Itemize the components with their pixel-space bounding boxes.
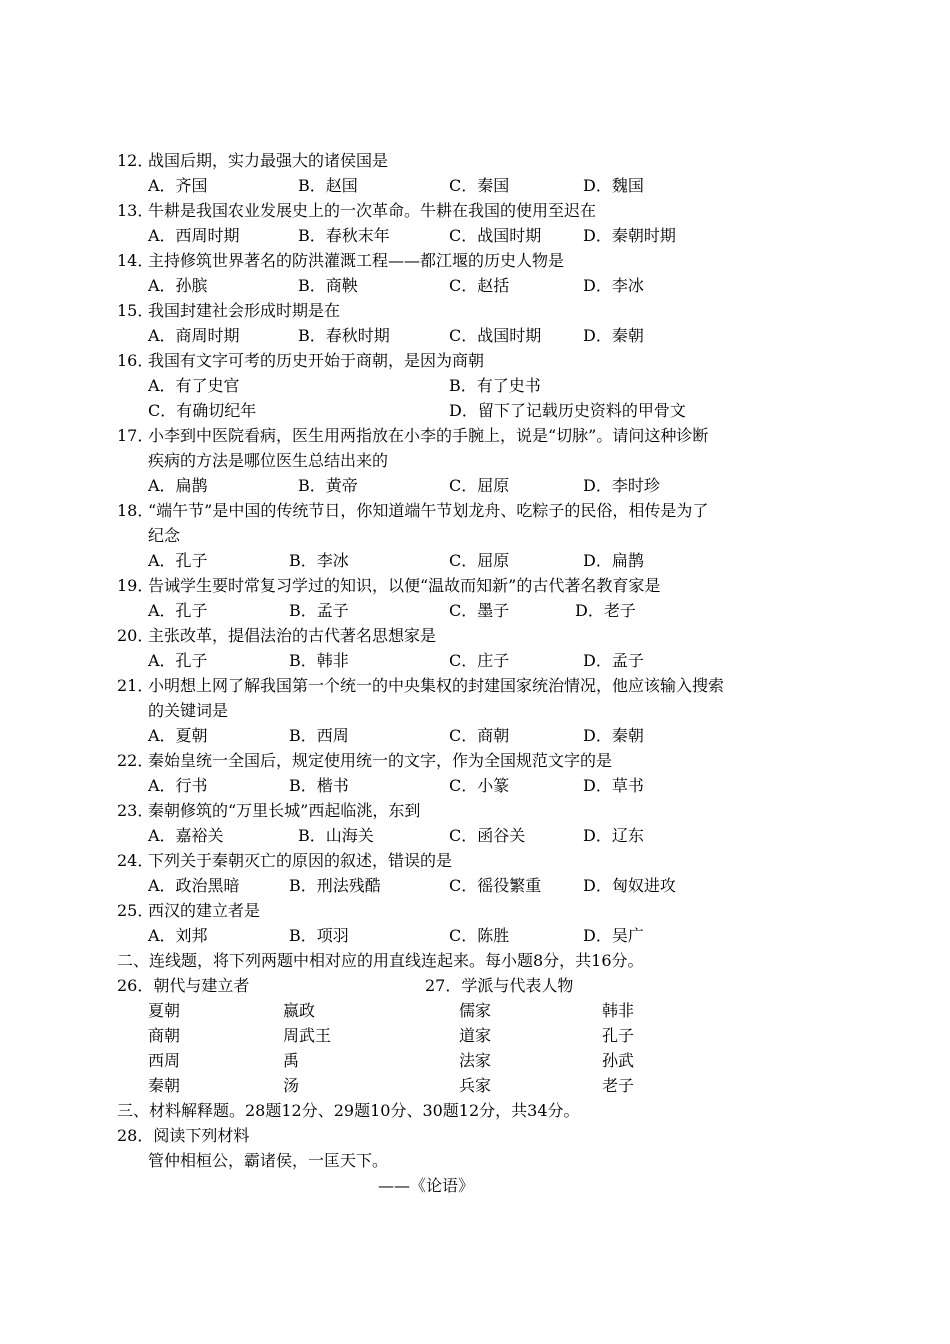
option-c[interactable]: C．徭役繁重: [449, 876, 542, 895]
question-stem-cont: 疾病的方法是哪位医生总结出来的: [148, 451, 389, 470]
question-number: 13．: [117, 201, 154, 220]
option-b[interactable]: B．山海关: [298, 826, 374, 845]
match-item[interactable]: 孔子: [602, 1026, 635, 1045]
match-item[interactable]: 法家: [459, 1051, 492, 1070]
option-a[interactable]: A．孔子: [148, 551, 208, 570]
option-b[interactable]: B．项羽: [289, 926, 349, 945]
option-a[interactable]: A．孙膑: [148, 276, 208, 295]
option-c[interactable]: C．函谷关: [449, 826, 526, 845]
option-b[interactable]: B．孟子: [289, 601, 349, 620]
match-item[interactable]: 秦朝: [148, 1076, 181, 1095]
question-number: 14．: [117, 251, 154, 270]
option-a[interactable]: A．政治黑暗: [148, 876, 240, 895]
option-c[interactable]: C．陈胜: [449, 926, 510, 945]
option-b[interactable]: B．楷书: [289, 776, 349, 795]
option-c[interactable]: C．小篆: [449, 776, 510, 795]
question-27-title: 27．学派与代表人物: [425, 976, 574, 995]
option-c[interactable]: C．商朝: [449, 726, 510, 745]
option-d[interactable]: D．李时珍: [583, 476, 660, 495]
question-stem: 战国后期，实力最强大的诸侯国是: [148, 151, 389, 170]
option-a[interactable]: A．有了史官: [148, 376, 240, 395]
option-b[interactable]: B．李冰: [289, 551, 349, 570]
option-a[interactable]: A．孔子: [148, 601, 208, 620]
option-c[interactable]: C．屈原: [449, 476, 510, 495]
match-item[interactable]: 禹: [283, 1051, 300, 1070]
section-heading: 三、材料解释题。28题12分、29题10分、30题12分，共34分。: [117, 1101, 580, 1120]
match-item[interactable]: 汤: [283, 1076, 300, 1095]
option-a[interactable]: A．扁鹊: [148, 476, 208, 495]
question-stem: 主张改革，提倡法治的古代著名思想家是: [148, 626, 437, 645]
question-number: 23．: [117, 801, 154, 820]
match-item[interactable]: 西周: [148, 1051, 181, 1070]
option-c[interactable]: C．墨子: [449, 601, 510, 620]
match-item[interactable]: 道家: [459, 1026, 492, 1045]
question-number: 20．: [117, 626, 154, 645]
option-a[interactable]: A．齐国: [148, 176, 208, 195]
question-number: 17．: [117, 426, 154, 445]
option-d[interactable]: D．秦朝时期: [583, 226, 676, 245]
match-item[interactable]: 孙武: [602, 1051, 635, 1070]
question-stem-cont: 纪念: [148, 526, 181, 545]
option-d[interactable]: D．扁鹊: [583, 551, 644, 570]
match-item[interactable]: 嬴政: [283, 1001, 316, 1020]
question-stem: “端午节”是中国的传统节日，你知道端午节划龙舟、吃粽子的民俗，相传是为了: [148, 501, 709, 520]
question-stem: 告诫学生要时常复习学过的知识，以便“温故而知新”的古代著名教育家是: [148, 576, 661, 595]
question-number: 15．: [117, 301, 154, 320]
option-c[interactable]: C．庄子: [449, 651, 510, 670]
option-d[interactable]: D．李冰: [583, 276, 644, 295]
option-b[interactable]: B．有了史书: [449, 376, 541, 395]
option-b[interactable]: B．赵国: [298, 176, 358, 195]
match-item[interactable]: 周武王: [283, 1026, 332, 1045]
question-stem: 秦朝修筑的“万里长城”西起临洮，东到: [148, 801, 421, 820]
option-a[interactable]: A．孔子: [148, 651, 208, 670]
question-number: 22．: [117, 751, 154, 770]
match-item[interactable]: 儒家: [459, 1001, 492, 1020]
question-number: 25．: [117, 901, 154, 920]
match-item[interactable]: 商朝: [148, 1026, 181, 1045]
option-b[interactable]: B．春秋末年: [298, 226, 390, 245]
option-b[interactable]: B．西周: [289, 726, 349, 745]
question-stem: 下列关于秦朝灭亡的原因的叙述，错误的是: [148, 851, 453, 870]
question-number: 19．: [117, 576, 154, 595]
option-b[interactable]: B．刑法残酷: [289, 876, 381, 895]
option-d[interactable]: D．魏国: [583, 176, 644, 195]
question-stem: 西汉的建立者是: [148, 901, 261, 920]
option-d[interactable]: D．辽东: [583, 826, 644, 845]
option-c[interactable]: C．战国时期: [449, 326, 542, 345]
option-d[interactable]: D．匈奴进攻: [583, 876, 676, 895]
question-number: 21．: [117, 676, 154, 695]
option-a[interactable]: A．行书: [148, 776, 208, 795]
option-c[interactable]: C．战国时期: [449, 226, 542, 245]
match-item[interactable]: 老子: [602, 1076, 635, 1095]
question-number: 24．: [117, 851, 154, 870]
option-c[interactable]: C．赵括: [449, 276, 510, 295]
option-d[interactable]: D．草书: [583, 776, 644, 795]
quote-text: 管仲相桓公，霸诸侯，一匡天下。: [148, 1151, 389, 1170]
option-c[interactable]: C．屈原: [449, 551, 510, 570]
option-a[interactable]: A．刘邦: [148, 926, 208, 945]
option-a[interactable]: A．商周时期: [148, 326, 240, 345]
option-a[interactable]: A．西周时期: [148, 226, 240, 245]
question-stem: 小明想上网了解我国第一个统一的中央集权的封建国家统治情况，他应该输入搜索: [148, 676, 725, 695]
question-stem: 秦始皇统一全国后，规定使用统一的文字，作为全国规范文字的是: [148, 751, 613, 770]
question-26-title: 26．朝代与建立者: [117, 976, 250, 995]
question-stem: 我国封建社会形成时期是在: [148, 301, 341, 320]
match-item[interactable]: 夏朝: [148, 1001, 181, 1020]
question-28-title: 28．阅读下列材料: [117, 1126, 250, 1145]
question-stem: 小李到中医院看病，医生用两指放在小李的手腕上，说是“切脉”。请问这种诊断: [148, 426, 709, 445]
match-item[interactable]: 韩非: [602, 1001, 635, 1020]
question-stem-cont: 的关键词是: [148, 701, 229, 720]
option-a[interactable]: A．夏朝: [148, 726, 208, 745]
option-b[interactable]: B．韩非: [289, 651, 349, 670]
question-number: 18．: [117, 501, 154, 520]
question-stem: 我国有文字可考的历史开始于商朝，是因为商朝: [148, 351, 485, 370]
option-b[interactable]: B．黄帝: [298, 476, 358, 495]
option-d[interactable]: D．秦朝: [583, 326, 644, 345]
option-d[interactable]: D．老子: [575, 601, 636, 620]
option-c[interactable]: C．有确切纪年: [148, 401, 257, 420]
option-b[interactable]: B．春秋时期: [298, 326, 390, 345]
question-number: 12．: [117, 151, 154, 170]
option-d[interactable]: D．留下了记载历史资料的甲骨文: [449, 401, 686, 420]
section-heading: 二、连线题，将下列两题中相对应的用直线连起来。每小题8分，共16分。: [117, 951, 644, 970]
option-d[interactable]: D．孟子: [583, 651, 644, 670]
option-a[interactable]: A．嘉裕关: [148, 826, 224, 845]
quote-source: ——《论语》: [378, 1176, 475, 1195]
option-d[interactable]: D．吴广: [583, 926, 644, 945]
option-b[interactable]: B．商鞅: [298, 276, 358, 295]
option-d[interactable]: D．秦朝: [583, 726, 644, 745]
question-stem: 牛耕是我国农业发展史上的一次革命。牛耕在我国的使用至迟在: [148, 201, 597, 220]
question-number: 16．: [117, 351, 154, 370]
option-c[interactable]: C．秦国: [449, 176, 510, 195]
match-item[interactable]: 兵家: [459, 1076, 492, 1095]
question-stem: 主持修筑世界著名的防洪灌溉工程——都江堰的历史人物是: [148, 251, 565, 270]
